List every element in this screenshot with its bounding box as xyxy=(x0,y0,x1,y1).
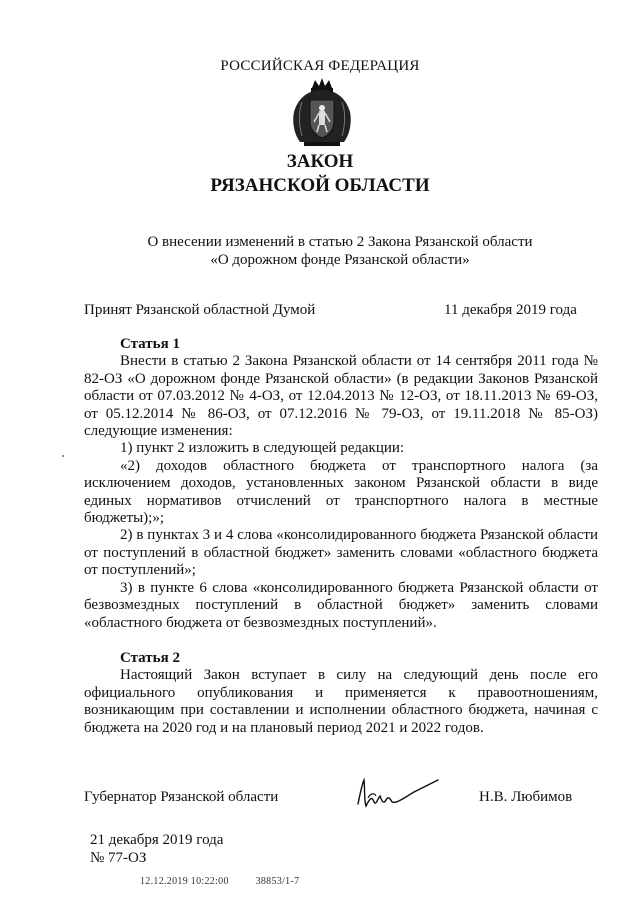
handwritten-signature xyxy=(352,776,442,812)
article-1-item-1-text: «2) доходов областного бюджета от транспортного налога (за исключением доходов, установленных законом Рязанской области в виде единых нормативов отчислений от транспортного налога в местные бюджеты);»; xyxy=(84,457,598,527)
adoption-date: 11 декабря 2019 года xyxy=(444,302,577,318)
adopted-by: Принят Рязанской областной Думой xyxy=(84,302,316,318)
governor-title: Губернатор Рязанской области xyxy=(84,789,279,805)
footer-stamp xyxy=(140,876,323,887)
country-heading: РОССИЙСКАЯ ФЕДЕРАЦИЯ xyxy=(220,58,420,74)
signing-date: 21 декабря 2019 года xyxy=(90,832,224,848)
law-number: № 77-ОЗ xyxy=(90,850,147,866)
subject-line2: «О дорожном фонде Рязанской области» xyxy=(210,252,470,268)
article-1-item-1: 1) пункт 2 изложить в следующей редакции: xyxy=(120,440,405,457)
footer-timestamp: 12.12.2019 10:22:00 xyxy=(140,876,229,887)
law-subject xyxy=(0,233,640,269)
article-2-text: Настоящий Закон вступает в силу на следующий день после его официального опубликования и применяется к правоотношениям, возникающим при составлении и исполнении областного бюджета, начиная с бюджета на 2020 год и на плановый период 2021 и 2022 годов. xyxy=(84,667,598,736)
law-title-line2: РЯЗАНСКОЙ ОБЛАСТИ xyxy=(210,175,430,196)
article-1-heading: Статья 1 xyxy=(120,336,180,352)
article-2 xyxy=(84,650,598,737)
signing-info xyxy=(90,831,223,867)
governor-name: Н.В. Любимов xyxy=(479,789,573,805)
subject-line1: О внесении изменений в статью 2 Закона Рязанской области xyxy=(147,234,533,250)
ryazan-coat-of-arms-icon xyxy=(290,78,354,148)
article-1-item-2: 2) в пунктах 3 и 4 слова «консолидированного бюджета Рязанской области от поступлений в областной бюджет» заменить словами «областного бюджета от поступлений»; xyxy=(84,527,598,579)
article-1-item-3: 3) в пункте 6 слова «консолидированного бюджета Рязанской области от безвозмездных поступлений в областной бюджет» заменить словами «областного бюджета от безвозмездных поступлений». xyxy=(84,579,598,631)
article-2-heading: Статья 2 xyxy=(120,650,180,666)
margin-mark xyxy=(62,455,64,457)
article-1-intro: Внести в статью 2 Закона Рязанской области от 14 сентября 2011 года № 82-ОЗ «О дорожном фонде Рязанской области» (в редакции Законов Рязанской области от 07.03.2012 № 4-ОЗ, от 12.04.2013 № 12-ОЗ, от 18.11.2013 № 69-ОЗ, от 05.12.2014 № 86-ОЗ, от 07.12.2016 № 79-ОЗ, от 19.11.2018 № 85-ОЗ) следующие изменения: xyxy=(84,353,598,440)
footer-doc-id: 38853/1-7 xyxy=(255,876,300,887)
law-title-line1: ЗАКОН xyxy=(286,151,354,172)
law-title xyxy=(0,150,640,198)
article-1 xyxy=(84,336,598,632)
